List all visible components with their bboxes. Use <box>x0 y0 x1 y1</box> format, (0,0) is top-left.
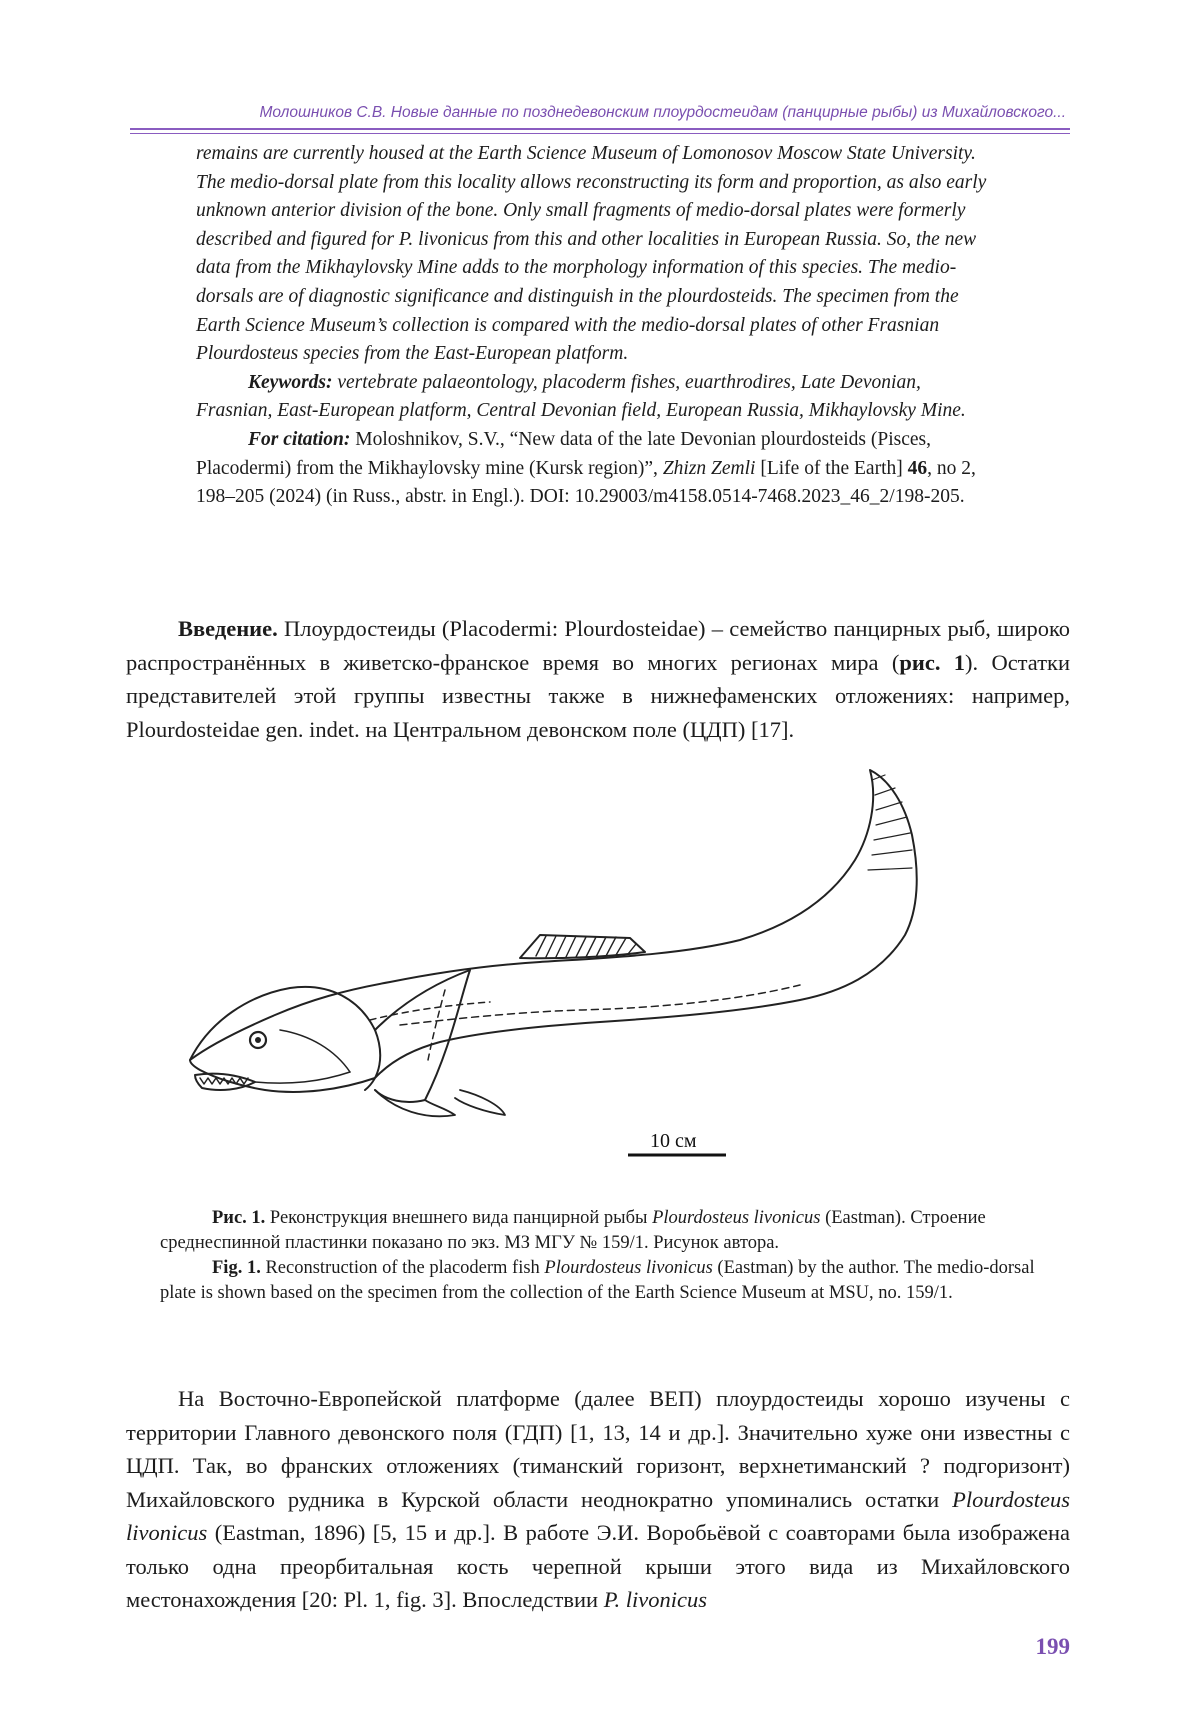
caption-ru <box>160 1206 1070 1256</box>
citation <box>196 426 996 512</box>
citation-volume: 46 <box>907 457 928 479</box>
citation-part2: [Life of the Earth] <box>760 457 903 479</box>
citation-part3: , no 2, 198–205 (2024) (in Russ., abstr. in Engl.). DOI: 10.29003/m4158.0514-7468.2023_46_2/198-205. <box>196 457 976 508</box>
body-paragraph <box>126 1382 1070 1617</box>
keywords-text: vertebrate palaeontology, placoderm fishes, euarthrodires, Late Devonian, Frasnian, East-European platform, Central Devonian field, European Russia, Mikhaylovsky Mine. <box>196 371 966 422</box>
intro-heading: Введение. <box>178 616 278 641</box>
citation-journal: Zhizn Zemli <box>662 457 756 479</box>
body-text-2: (Eastman, 1896) [5, 15 и др.]. В работе Э.И. Воробьёвой с соавторами была изображена только одна преорбитальная кость черепной крыши этого вида из Михайловского местонахождения [20: Pl. 1, fig. 3]. Впоследствии <box>126 1520 1070 1612</box>
intro-text-2: ). Остатки представителей этой группы известны также в нижнефаменских отложениях: например, Plourdosteidae gen. indet. на Центральном девонском поле (ЦДП) [17]. <box>126 649 1070 742</box>
keywords <box>196 369 996 426</box>
caption-en-text-2: (Eastman) by the author. The medio-dorsal plate is shown based on the specimen from the collection of the Earth Science Museum at MSU, no. 159/1. <box>160 1258 1035 1303</box>
tail-hatching <box>868 775 912 870</box>
dorsal-fin-hatching <box>536 936 636 957</box>
scale-label: 10 см <box>650 1130 697 1152</box>
body-text-1: На Восточно-Европейской платформе (далее ВЕП) плоурдостеиды хорошо изучены с территории Главного девонского поля (ГДП) [1, 13, 14 и др.]. Значительно хуже они известны с ЦДП. Так, во франских отложениях (тиманский горизонт, верхнетиманский ? подгоризонт) Михайловского рудника в Курской области неоднократно упоминались остатки <box>126 1386 1070 1512</box>
body-species-abbrev: P. livonicus <box>603 1587 708 1612</box>
caption-en-label: Fig. 1. <box>212 1258 261 1278</box>
header-rule-bottom <box>130 133 1070 134</box>
figure-caption <box>160 1206 1070 1306</box>
citation-part1: Moloshnikov, S.V., “New data of the late Devonian plourdosteids (Pisces, Placodermi) from the Mikhaylovsky mine (Kursk region)”, <box>196 428 931 479</box>
body-species: Plourdosteus livonicus <box>126 1486 1070 1545</box>
intro-text-1: Плоурдостеиды (Placodermi: Plourdosteidae) – семейство панцирных рыб, широко распространённых в живетско-франское время во многих регионах мира ( <box>126 616 1070 675</box>
fish-reconstruction-figure <box>160 760 1020 1220</box>
caption-en <box>160 1256 1070 1306</box>
pelvic-fin <box>455 1090 505 1115</box>
page-number: 199 <box>1035 1634 1070 1659</box>
citation-label: For citation: <box>248 428 351 450</box>
caption-ru-species: Plourdosteus livonicus <box>652 1208 821 1228</box>
fish-body-outline <box>190 770 917 1092</box>
abstract-block <box>196 140 996 512</box>
trunk-shield <box>375 970 470 1102</box>
caption-en-species: Plourdosteus livonicus <box>544 1258 713 1278</box>
running-title: Молошников С.В. Новые данные по позднедевонским плоурдостеидам (панцирные рыбы) из Михайловского... <box>259 104 1066 121</box>
intro-paragraph <box>126 612 1070 746</box>
caption-ru-label: Рис. 1. <box>212 1208 266 1228</box>
keywords-label: Keywords: <box>248 371 333 393</box>
caption-ru-text-1: Реконструкция внешнего вида панцирной рыбы <box>269 1208 648 1228</box>
abstract-text: remains are currently housed at the Earth Science Museum of Lomonosov Moscow State University. The medio-dorsal plate from this locality allows reconstructing its form and proportion, as also early unknown anterior division of the bone. Only small fragments of medio-dorsal plates were formerly described and figured for P. livonicus from this and other localities in European Russia. So, the new data from the Mikhaylovsky Mine adds to the morphology information of this species. The medio-dorsals are of diagnostic significance and distinguish in the plourdosteids. The specimen from the Earth Science Museum’s collection is compared with the medio-dorsal plates of other Frasnian Plourdosteus species from the East-European platform. <box>196 143 987 365</box>
caption-en-text-1: Reconstruction of the placoderm fish <box>265 1258 540 1278</box>
header-rule-top <box>130 128 1070 130</box>
spinal-plate <box>375 1090 455 1116</box>
caption-ru-text-2: (Eastman). Строение среднеспинной пластинки показано по экз. МЗ МГУ № 159/1. Рисунок автора. <box>160 1208 986 1253</box>
fish-drawing <box>160 760 1020 1220</box>
fig-ref-link[interactable]: рис. 1 <box>899 649 966 675</box>
